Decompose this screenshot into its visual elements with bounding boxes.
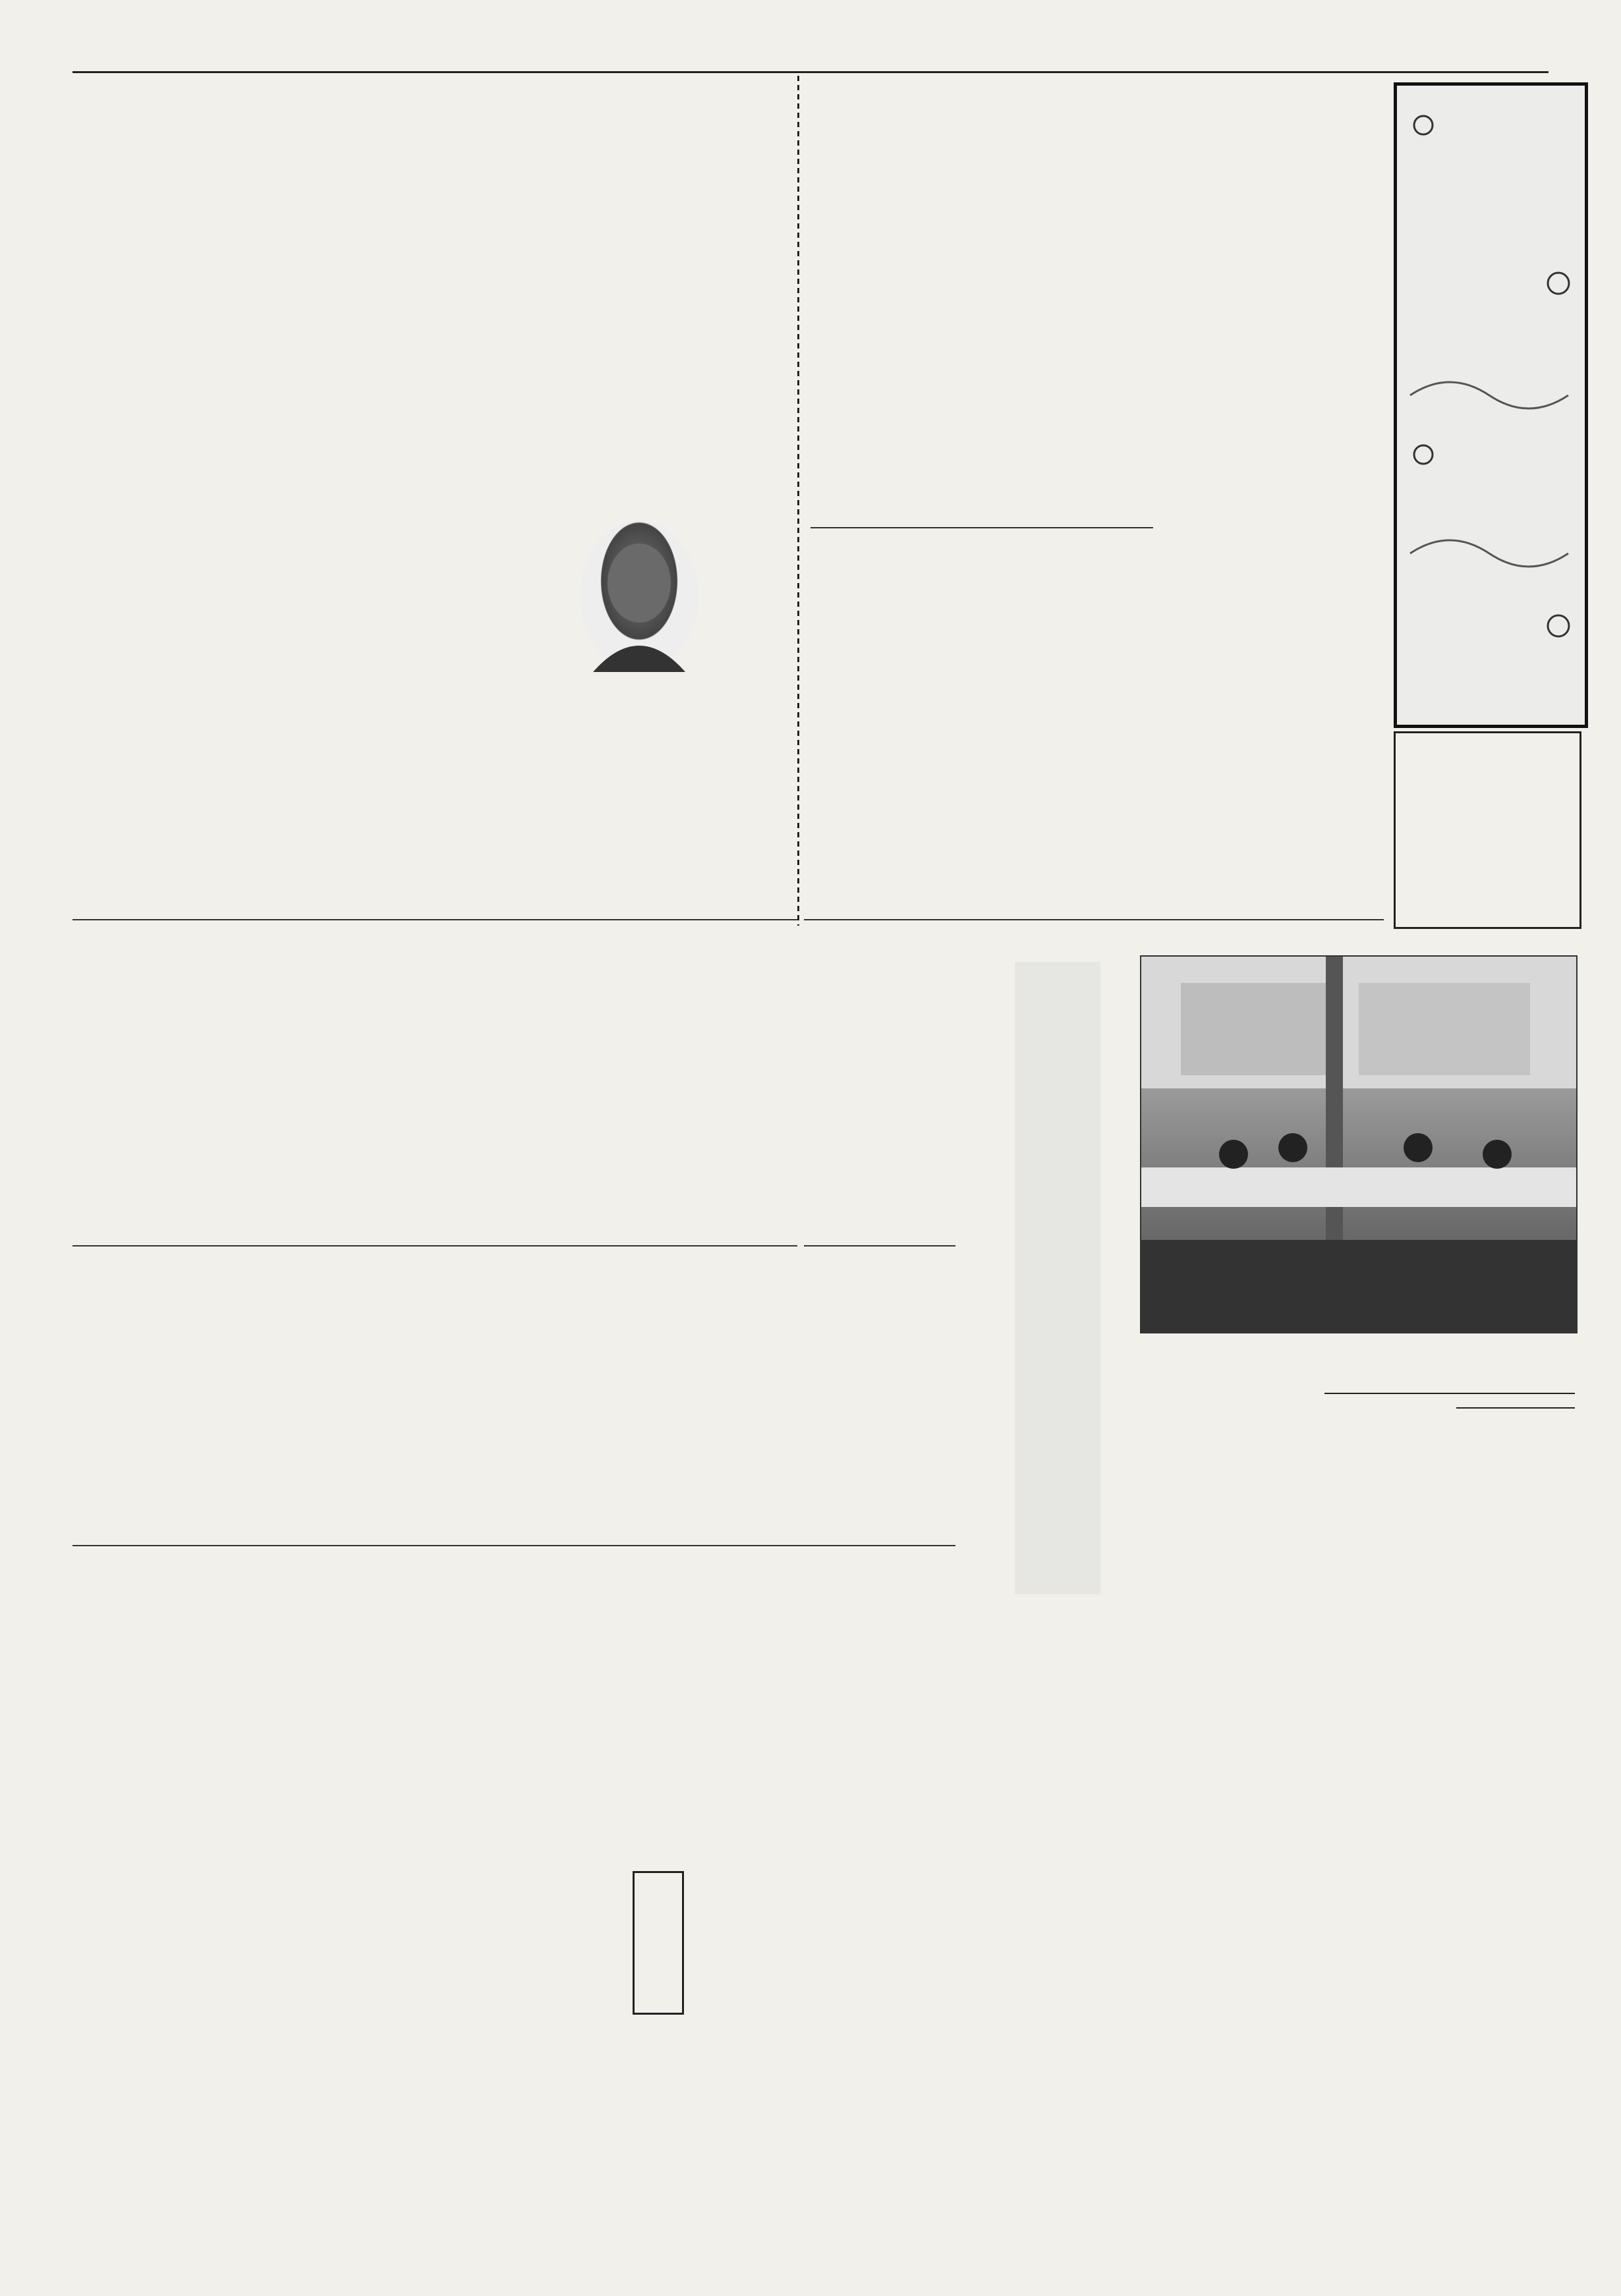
budget-table (1140, 1384, 1575, 1766)
article3-divider (804, 1245, 955, 1246)
article2-col-2 (534, 84, 797, 519)
masthead (1394, 82, 1588, 728)
pta-roles (79, 1878, 250, 2067)
article1-col-2 (810, 537, 1153, 906)
article2-band-divider (72, 919, 797, 920)
article2-col-4 (79, 1252, 797, 1535)
committee-members (708, 1897, 1130, 2227)
meeting-photo (1140, 955, 1578, 1333)
budget-item (1140, 1393, 1324, 1394)
meeting-photo-image (1141, 957, 1576, 1332)
portrait-icon (580, 520, 698, 672)
issue-info (1394, 731, 1581, 929)
article1-col-1 (810, 84, 1140, 522)
pta-role-row (79, 2036, 250, 2067)
article1-lower-divider (804, 919, 1384, 920)
budget-income-row (1140, 1393, 1575, 1394)
article2-col-1 (79, 84, 534, 914)
article2-col-3 (79, 929, 797, 1239)
pta-role-row (79, 1878, 250, 1909)
article2-band-divider-2 (72, 1245, 797, 1246)
article1-divider (810, 527, 1153, 528)
pta-year (593, 1911, 623, 2042)
article3-top-divider (72, 1545, 955, 1546)
header-rule (72, 71, 1549, 73)
budget-calc (1265, 1407, 1456, 1409)
article3-headline (1015, 962, 1100, 1594)
article3-spacer-16 (72, 1861, 1581, 1862)
budget-amount (1456, 1407, 1575, 1409)
center-dashed-divider (797, 76, 799, 926)
article1-subhead (1166, 277, 1239, 870)
author-portrait (580, 520, 698, 672)
masthead-ornament-icon (1397, 86, 1585, 725)
article1-headline (1262, 86, 1374, 916)
pta-body (257, 1871, 580, 2200)
article1-col-3 (810, 929, 1008, 1239)
pta-role-row (79, 2004, 250, 2036)
ad-spacer-3 (72, 1855, 1581, 1857)
pta-role-row (79, 1973, 250, 2004)
pta-role-row (79, 1909, 250, 1941)
budget-item (1140, 1407, 1265, 1409)
budget-calc (1324, 1393, 1463, 1394)
pta-role-row (79, 1941, 250, 1973)
budget-amount (1463, 1393, 1575, 1394)
article3-col-3 (810, 1555, 955, 1851)
budget-expense-row (1140, 1407, 1575, 1409)
committee-intro (708, 1871, 1130, 1891)
pta-title (633, 1871, 684, 2015)
article3-col-2 (79, 1555, 626, 1851)
article1-col-4 (810, 1252, 955, 1535)
article3-col-4 (962, 1555, 1133, 1851)
